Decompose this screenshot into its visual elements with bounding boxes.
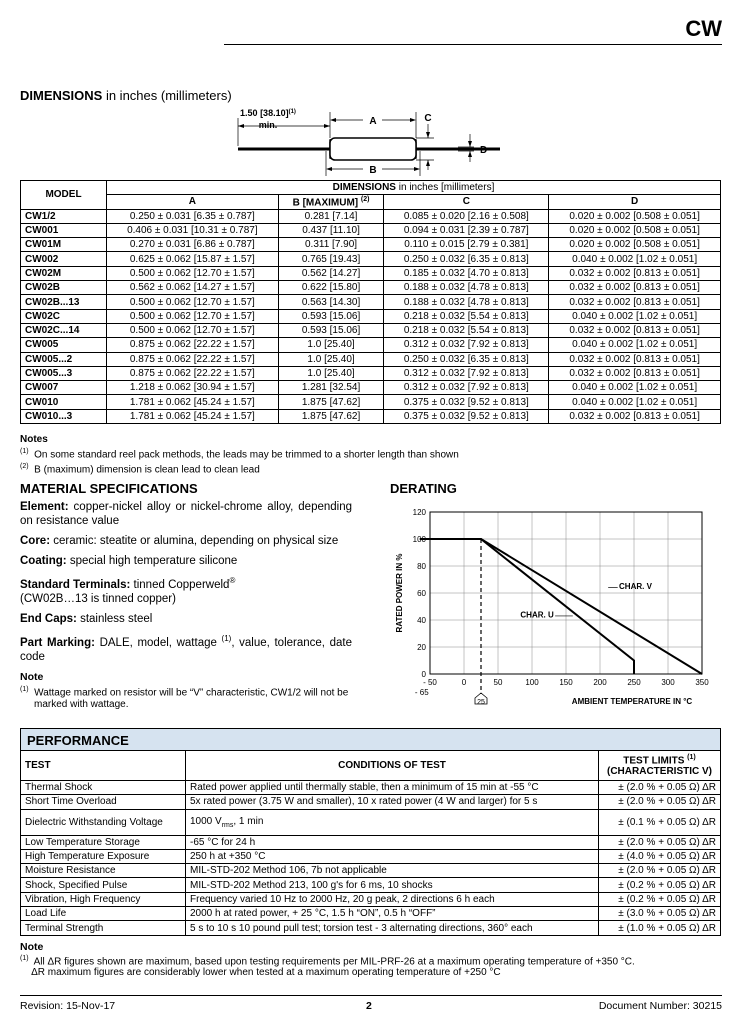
dim-d-cell: 0.040 ± 0.002 [1.02 ± 0.051]: [549, 395, 721, 409]
dim-c-cell: 0.085 ± 0.020 [2.16 ± 0.508]: [384, 209, 549, 223]
dim-b-cell: 1.281 [32.54]: [278, 381, 384, 395]
x-tick-label: 50: [493, 678, 503, 687]
perf-limits-label: TEST LIMITS: [623, 755, 685, 767]
col-b-note: (2): [360, 195, 370, 203]
model-cell: CW001: [21, 223, 107, 237]
dim-b-cell: 0.437 [11.10]: [278, 223, 384, 237]
spec-marking-label: Part Marking:: [20, 636, 95, 649]
table-row: [21, 907, 721, 921]
x-tick-label: - 65: [414, 688, 429, 697]
spec-coating: [20, 554, 352, 568]
dim-a-cell: 0.270 ± 0.031 [6.86 ± 0.787]: [107, 238, 279, 252]
perf-condition-cell: [186, 921, 599, 935]
x-axis-label: AMBIENT TEMPERATURE IN °C: [571, 697, 693, 706]
perf-condition-cell: [186, 795, 599, 809]
perf-condition-tail: , 1 min: [233, 815, 264, 827]
dim-b-cell: 0.593 [15.06]: [278, 323, 384, 337]
dim-b-cell: 0.622 [15.80]: [278, 281, 384, 295]
series-label-char-u: CHAR. U: [520, 610, 554, 620]
dim-c-cell: 0.375 ± 0.032 [9.52 ± 0.813]: [384, 409, 549, 423]
dim-b-cell: 1.875 [47.62]: [278, 409, 384, 423]
table-row: [21, 366, 721, 380]
dim-c-cell: 0.218 ± 0.032 [5.54 ± 0.813]: [384, 309, 549, 323]
table-row: [21, 323, 721, 337]
perf-condition-text: Frequency varied 10 Hz to 2000 Hz, 20 g peak, 2 directions 6 h each: [190, 893, 495, 905]
perf-test-cell: Short Time Overload: [21, 795, 186, 809]
lead-length-label: [240, 108, 296, 118]
spec-marking-text2: , value, tolerance, date code: [20, 636, 352, 663]
table-row: [21, 921, 721, 935]
dim-a-cell: 0.500 ± 0.062 [12.70 ± 1.57]: [107, 323, 279, 337]
y-tick-label: 60: [417, 589, 426, 598]
table-row: [21, 835, 721, 849]
table-row: [21, 809, 721, 835]
dim-a-cell: 1.781 ± 0.062 [45.24 ± 1.57]: [107, 395, 279, 409]
dim-d-cell: 0.032 ± 0.002 [0.813 ± 0.051]: [549, 366, 721, 380]
model-cell: CW02B...13: [21, 295, 107, 309]
perf-test-header: TEST: [21, 751, 186, 781]
perf-condition-cell: [186, 878, 599, 892]
dimensions-title-bold: DIMENSIONS: [20, 88, 103, 103]
spec-coating-label: Coating:: [20, 555, 67, 567]
dim-c-cell: 0.094 ± 0.031 [2.39 ± 0.787]: [384, 223, 549, 237]
dim-a-cell: 0.625 ± 0.062 [15.87 ± 1.57]: [107, 252, 279, 266]
dim-a-cell: 0.500 ± 0.062 [12.70 ± 1.57]: [107, 295, 279, 309]
material-title-text: MATERIAL SPECIFICATIONS: [20, 481, 198, 496]
x-tick-label: 100: [525, 678, 539, 687]
perf-test-cell: Thermal Shock: [21, 781, 186, 795]
footer-page-number: 2: [366, 1000, 372, 1012]
spec-terminals-text: tinned Copperweld: [130, 578, 230, 591]
dimensions-group-header: [107, 181, 721, 195]
table-row: [21, 295, 721, 309]
spec-core: [20, 534, 352, 548]
perf-limit-cell: ± (0.2 % + 0.05 Ω) ΔR: [599, 878, 721, 892]
note-2: [20, 461, 459, 476]
model-cell: CW010: [21, 395, 107, 409]
performance-table: [20, 750, 721, 936]
dim-b-cell: 0.281 [7.14]: [278, 209, 384, 223]
dim-c-cell: 0.312 ± 0.032 [7.92 ± 0.813]: [384, 366, 549, 380]
dimension-notes: [20, 434, 459, 477]
dimensions-group-rest: in inches [millimeters]: [395, 182, 495, 194]
perf-limit-cell: ± (1.0 % + 0.05 Ω) ΔR: [599, 921, 721, 935]
spec-marking-text: DALE, model, wattage: [94, 636, 222, 649]
page-header-title: CW: [685, 16, 722, 41]
table-row: [21, 795, 721, 809]
perf-condition-cell: [186, 849, 599, 863]
dim-d-cell: 0.020 ± 0.002 [0.508 ± 0.051]: [549, 209, 721, 223]
dim-a-cell: 0.406 ± 0.031 [10.31 ± 0.787]: [107, 223, 279, 237]
dim-c-cell: 0.250 ± 0.032 [6.35 ± 0.813]: [384, 252, 549, 266]
spec-core-label: Core:: [20, 535, 51, 547]
note-2-mark: (2): [20, 463, 29, 471]
reference-marker-label: 25: [477, 699, 485, 706]
table-row: [21, 338, 721, 352]
footer-rule: [20, 995, 722, 996]
dim-a-cell: 1.218 ± 0.062 [30.94 ± 1.57]: [107, 381, 279, 395]
perf-limits-note: (1): [687, 753, 696, 761]
model-cell: CW02M: [21, 266, 107, 280]
perf-condition-text: 2000 h at rated power, + 25 °C, 1.5 h “ON”, 0.5 h “OFF”: [190, 908, 436, 920]
note-1-mark: (1): [20, 448, 29, 455]
dim-b-cell: 0.593 [15.06]: [278, 309, 384, 323]
lead-length-note: (1): [288, 109, 296, 115]
dim-d-cell: 0.032 ± 0.002 [0.813 ± 0.051]: [549, 352, 721, 366]
dim-a-cell: 0.875 ± 0.062 [22.22 ± 1.57]: [107, 338, 279, 352]
perf-note: [20, 953, 721, 978]
x-tick-label: 150: [559, 678, 573, 687]
table-row: [21, 409, 721, 423]
derating-title-text: DERATING: [390, 481, 457, 496]
table-row: [21, 281, 721, 295]
perf-condition-text: MIL-STD-202 Method 106, 7b not applicable: [190, 865, 387, 877]
y-tick-label: 80: [417, 562, 426, 571]
derating-chart: [390, 500, 725, 710]
perf-test-cell: Moisture Resistance: [21, 864, 186, 878]
model-cell: CW005...2: [21, 352, 107, 366]
performance-table-body: [21, 781, 721, 936]
dim-c-cell: 0.312 ± 0.032 [7.92 ± 0.813]: [384, 338, 549, 352]
y-tick-label: 20: [417, 643, 426, 652]
x-tick-label: 250: [627, 678, 641, 687]
lead-min-label: min.: [258, 120, 278, 130]
perf-limit-cell: ± (3.0 % + 0.05 Ω) ΔR: [599, 907, 721, 921]
label-b: B: [369, 165, 377, 176]
material-note-mark: (1): [20, 685, 29, 693]
dim-a-cell: 0.500 ± 0.062 [12.70 ± 1.57]: [107, 309, 279, 323]
derating-title: [390, 481, 457, 496]
perf-limit-cell: ± (0.2 % + 0.05 Ω) ΔR: [599, 892, 721, 906]
dim-d-cell: 0.040 ± 0.002 [1.02 ± 0.051]: [549, 338, 721, 352]
x-tick-label: 350: [695, 678, 709, 687]
dimensions-title: [20, 88, 232, 103]
x-tick-label: - 50: [423, 678, 437, 687]
spec-terminals: [20, 574, 352, 606]
dim-a-cell: 0.562 ± 0.062 [14.27 ± 1.57]: [107, 281, 279, 295]
perf-condition-cell: [186, 907, 599, 921]
dim-b-cell: 1.875 [47.62]: [278, 395, 384, 409]
dimensions-table: [20, 180, 721, 424]
perf-limit-cell: ± (4.0 % + 0.05 Ω) ΔR: [599, 849, 721, 863]
perf-limit-cell: ± (0.1 % + 0.05 Ω) ΔR: [599, 809, 721, 835]
dimensions-group-bold: DIMENSIONS: [332, 182, 396, 194]
lead-length-value: 1.50 [38.10]: [240, 108, 289, 118]
col-d-header: D: [549, 195, 721, 209]
dim-b-cell: 0.563 [14.30]: [278, 295, 384, 309]
dim-a-cell: 1.781 ± 0.062 [45.24 ± 1.57]: [107, 409, 279, 423]
table-row: [21, 381, 721, 395]
perf-condition-sub: rms: [221, 821, 234, 829]
spec-terminals-label: Standard Terminals:: [20, 578, 131, 591]
perf-limits-header: [599, 751, 721, 781]
table-row: [21, 395, 721, 409]
perf-conditions-header: CONDITIONS OF TEST: [186, 751, 599, 781]
y-axis-label: RATED POWER IN %: [395, 553, 404, 633]
table-row: [21, 223, 721, 237]
dim-a-cell: 0.500 ± 0.062 [12.70 ± 1.57]: [107, 266, 279, 280]
perf-condition-cell: [186, 864, 599, 878]
x-tick-label: 300: [661, 678, 675, 687]
label-d: D: [480, 145, 488, 156]
dim-d-cell: 0.032 ± 0.002 [0.813 ± 0.051]: [549, 409, 721, 423]
label-a: A: [369, 116, 377, 127]
dim-d-cell: 0.032 ± 0.002 [0.813 ± 0.051]: [549, 295, 721, 309]
spec-endcaps: [20, 612, 352, 626]
note-2-text: B (maximum) dimension is clean lead to clean lead: [34, 464, 260, 476]
perf-limit-cell: ± (2.0 % + 0.05 Ω) ΔR: [599, 795, 721, 809]
model-cell: CW1/2: [21, 209, 107, 223]
spec-marking-sup: (1): [221, 633, 232, 643]
spec-endcaps-label: End Caps:: [20, 612, 77, 625]
spec-terminals-sup: ®: [229, 576, 236, 585]
perf-condition-cell: [186, 892, 599, 906]
perf-condition-text: Rated power applied until thermally stable, then a minimum of 15 min at -55 °C: [190, 782, 539, 794]
series-label-char-v: CHAR. V: [619, 581, 652, 591]
table-row: [21, 266, 721, 280]
dimensions-title-rest: in inches (millimeters): [102, 88, 232, 103]
perf-limit-cell: ± (2.0 % + 0.05 Ω) ΔR: [599, 781, 721, 795]
perf-condition-text: 5 s to 10 s 10 pound pull test; torsion test - 3 alternating directions, 360° each: [190, 922, 533, 934]
table-row: [21, 878, 721, 892]
material-note: [20, 684, 352, 711]
dim-d-cell: 0.040 ± 0.002 [1.02 ± 0.051]: [549, 252, 721, 266]
perf-limits-char: (CHARACTERISTIC V): [607, 766, 712, 778]
spec-coating-text: special high temperature silicone: [66, 555, 238, 567]
dim-a-cell: 0.875 ± 0.062 [22.22 ± 1.57]: [107, 366, 279, 380]
model-cell: CW010...3: [21, 409, 107, 423]
table-row: [21, 849, 721, 863]
y-tick-label: 0: [421, 670, 426, 679]
model-cell: CW007: [21, 381, 107, 395]
perf-test-cell: Dielectric Withstanding Voltage: [21, 809, 186, 835]
table-row: [21, 781, 721, 795]
material-note-text: Wattage marked on resistor will be “V” characteristic, CW1/2 will not be marked with wattage.: [34, 686, 349, 710]
col-b-label: B [MAXIMUM]: [292, 197, 359, 209]
table-row: [21, 238, 721, 252]
material-note-heading: Note: [20, 670, 44, 683]
col-c-header: C: [384, 195, 549, 209]
dim-c-cell: 0.185 ± 0.032 [4.70 ± 0.813]: [384, 266, 549, 280]
dim-c-cell: 0.250 ± 0.032 [6.35 ± 0.813]: [384, 352, 549, 366]
spec-element: [20, 500, 352, 528]
perf-note-heading: Note: [20, 940, 44, 953]
dim-b-cell: 0.311 [7.90]: [278, 238, 384, 252]
dim-c-cell: 0.312 ± 0.032 [7.92 ± 0.813]: [384, 381, 549, 395]
y-tick-label: 100: [412, 535, 426, 544]
dim-a-cell: 0.875 ± 0.062 [22.22 ± 1.57]: [107, 352, 279, 366]
perf-test-cell: Terminal Strength: [21, 921, 186, 935]
perf-condition-text: 5x rated power (3.75 W and smaller), 10 x rated power (4 W and larger) for 5 s: [190, 796, 538, 808]
table-row: [21, 209, 721, 223]
spec-terminals-text2: (CW02B…13 is tinned copper): [20, 592, 176, 605]
dim-d-cell: 0.040 ± 0.002 [1.02 ± 0.051]: [549, 381, 721, 395]
model-header: MODEL: [21, 181, 107, 210]
table-row: [21, 309, 721, 323]
col-a-header: A: [107, 195, 279, 209]
x-tick-label: 0: [461, 678, 467, 687]
dim-c-cell: 0.110 ± 0.015 [2.79 ± 0.381]: [384, 238, 549, 252]
model-cell: CW01M: [21, 238, 107, 252]
header-rule: [224, 44, 722, 45]
perf-condition-text: MIL-STD-202 Method 213, 100 g's for 6 ms, 10 shocks: [190, 879, 433, 891]
table-row: [21, 352, 721, 366]
dim-b-cell: 1.0 [25.40]: [278, 352, 384, 366]
perf-test-cell: Shock, Specified Pulse: [21, 878, 186, 892]
model-cell: CW005...3: [21, 366, 107, 380]
spec-element-text: copper-nickel alloy or nickel-chrome alloy, depending on resistance value: [20, 501, 352, 527]
note-1-text: On some standard reel pack methods, the leads may be trimmed to a shorter length than shown: [34, 449, 459, 461]
x-tick-label: 200: [593, 678, 607, 687]
dim-c-cell: 0.375 ± 0.032 [9.52 ± 0.813]: [384, 395, 549, 409]
dimension-drawing: [230, 102, 520, 178]
dim-b-cell: 1.0 [25.40]: [278, 338, 384, 352]
material-title: [20, 481, 198, 496]
col-b-header: [278, 195, 384, 209]
performance-title: PERFORMANCE: [20, 728, 721, 750]
spec-marking: [20, 632, 352, 664]
dim-d-cell: 0.020 ± 0.002 [0.508 ± 0.051]: [549, 238, 721, 252]
model-cell: CW02C...14: [21, 323, 107, 337]
perf-condition-text: 1000 V: [190, 815, 222, 827]
perf-condition-cell: [186, 835, 599, 849]
series-line-char-u: [420, 539, 634, 674]
dimensions-table-body: [21, 209, 721, 423]
spec-core-text: ceramic: steatite or alumina, depending on physical size: [50, 535, 339, 547]
perf-note-line1: All ΔR figures shown are maximum, based upon testing requirements per MIL-PRF-26 at a maximum operating temperature of +350 °C.: [33, 956, 635, 967]
note-1: [20, 446, 459, 461]
model-cell: CW005: [21, 338, 107, 352]
perf-test-cell: Low Temperature Storage: [21, 835, 186, 849]
perf-limit-cell: ± (2.0 % + 0.05 Ω) ΔR: [599, 835, 721, 849]
perf-note-mark: (1): [20, 954, 29, 962]
footer-document-number: Document Number: 30215: [598, 1000, 722, 1012]
perf-condition-text: 250 h at +350 °C: [190, 851, 266, 863]
dim-d-cell: 0.032 ± 0.002 [0.813 ± 0.051]: [549, 266, 721, 280]
dim-c-cell: 0.188 ± 0.032 [4.78 ± 0.813]: [384, 281, 549, 295]
y-tick-label: 40: [417, 616, 426, 625]
notes-heading: Notes: [20, 434, 48, 445]
footer-revision: Revision: 15-Nov-17: [20, 1000, 116, 1012]
spec-element-label: Element:: [20, 501, 69, 513]
dim-b-cell: 0.765 [19.43]: [278, 252, 384, 266]
perf-note-line2: ΔR maximum figures are considerably lower when tested at a maximum operating temperature of +250 °C: [31, 967, 501, 978]
model-cell: CW002: [21, 252, 107, 266]
dim-d-cell: 0.020 ± 0.002 [0.508 ± 0.051]: [549, 223, 721, 237]
perf-test-cell: High Temperature Exposure: [21, 849, 186, 863]
dim-b-cell: 0.562 [14.27]: [278, 266, 384, 280]
dim-d-cell: 0.032 ± 0.002 [0.813 ± 0.051]: [549, 281, 721, 295]
spec-endcaps-text: stainless steel: [76, 612, 153, 625]
dim-b-cell: 1.0 [25.40]: [278, 366, 384, 380]
label-c: C: [424, 113, 432, 124]
dim-c-cell: 0.218 ± 0.032 [5.54 ± 0.813]: [384, 323, 549, 337]
performance-section: [20, 728, 721, 978]
dim-c-cell: 0.188 ± 0.032 [4.78 ± 0.813]: [384, 295, 549, 309]
dim-a-cell: 0.250 ± 0.031 [6.35 ± 0.787]: [107, 209, 279, 223]
dim-d-cell: 0.040 ± 0.002 [1.02 ± 0.051]: [549, 309, 721, 323]
perf-condition-text: -65 °C for 24 h: [190, 836, 256, 848]
table-row: [21, 892, 721, 906]
dim-d-cell: 0.032 ± 0.002 [0.813 ± 0.051]: [549, 323, 721, 337]
perf-test-cell: Load Life: [21, 907, 186, 921]
model-cell: CW02C: [21, 309, 107, 323]
series-line-char-v: [420, 539, 702, 674]
perf-test-cell: Vibration, High Frequency: [21, 892, 186, 906]
material-specs: [20, 500, 352, 711]
perf-limit-cell: ± (2.0 % + 0.05 Ω) ΔR: [599, 864, 721, 878]
y-tick-label: 120: [412, 508, 426, 517]
table-row: [21, 252, 721, 266]
model-cell: CW02B: [21, 281, 107, 295]
perf-condition-cell: [186, 809, 599, 835]
perf-condition-cell: [186, 781, 599, 795]
table-row: [21, 864, 721, 878]
